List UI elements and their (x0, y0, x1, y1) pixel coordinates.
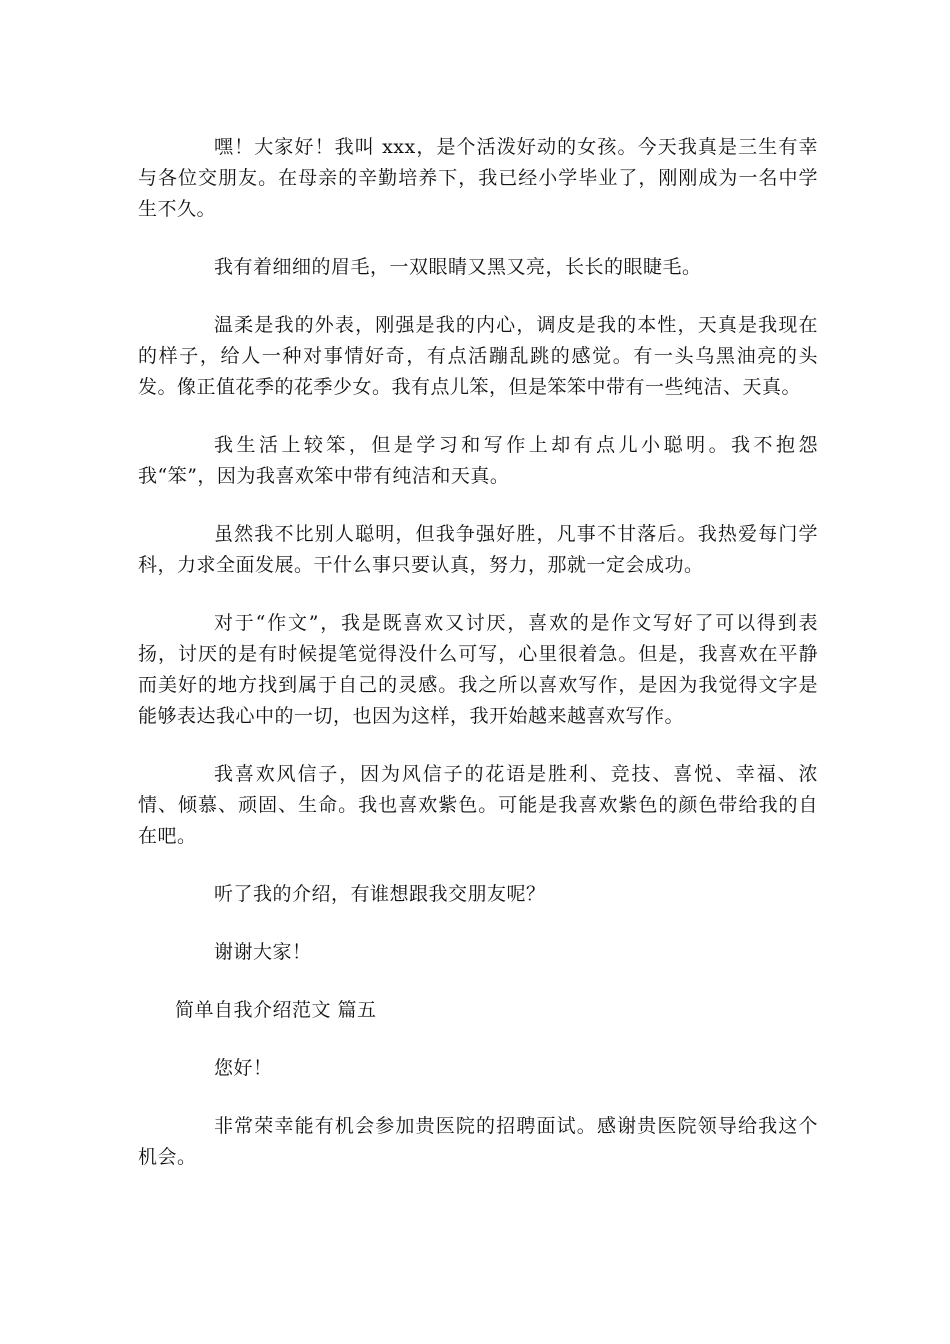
paragraph: 非常荣幸能有机会参加贵医院的招聘面试。感谢贵医院领导给我这个机会。 (138, 1115, 818, 1168)
paragraph: 嘿！大家好！我叫 xxx，是个活泼好动的女孩。今天我真是三生有幸与各位交朋友。在母亲的辛勤培养下，我已经小学毕业了，刚刚成为一名中学生不久。 (138, 136, 818, 220)
paragraph: 虽然我不比别人聪明，但我争强好胜，凡事不甘落后。我热爱每门学科，力求全面发展。干什么事只要认真，努力，那就一定会成功。 (138, 523, 818, 576)
paragraph: 您好！ (214, 1057, 273, 1079)
paragraph: 我有着细细的眉毛，一双眼睛又黑又亮，长长的眼睫毛。 (214, 256, 702, 278)
paragraph: 谢谢大家！ (214, 941, 312, 963)
paragraph: 温柔是我的外表，刚强是我的内心，调皮是我的本性，天真是我现在的样子，给人一种对事情好奇，有点活蹦乱跳的感觉。有一头乌黑油亮的头发。像正值花季的花季少女。我有点儿笨，但是笨笨中带有一些纯洁、天真。 (138, 314, 818, 398)
section-heading: 简单自我介绍范文 篇五 (175, 999, 377, 1021)
paragraph: 我喜欢风信子，因为风信子的花语是胜利、竞技、喜悦、幸福、浓情、倾慕、顽固、生命。我也喜欢紫色。可能是我喜欢紫色的颜色带给我的自在吧。 (138, 763, 818, 847)
paragraph: 听了我的介绍，有谁想跟我交朋友呢？ (214, 883, 546, 905)
document-page (138, 132, 818, 1200)
paragraph: 我生活上较笨，但是学习和写作上却有点儿小聪明。我不抱怨我“笨”，因为我喜欢笨中带有纯洁和天真。 (138, 434, 818, 487)
paragraph: 对于“作文”，我是既喜欢又讨厌，喜欢的是作文写好了可以得到表扬，讨厌的是有时候提笔觉得没什么可写，心里很着急。但是，我喜欢在平静而美好的地方找到属于自己的灵感。我之所以喜欢写作，是因为我觉得文字是能够表达我心中的一切，也因为这样，我开始越来越喜欢写作。 (138, 612, 818, 727)
